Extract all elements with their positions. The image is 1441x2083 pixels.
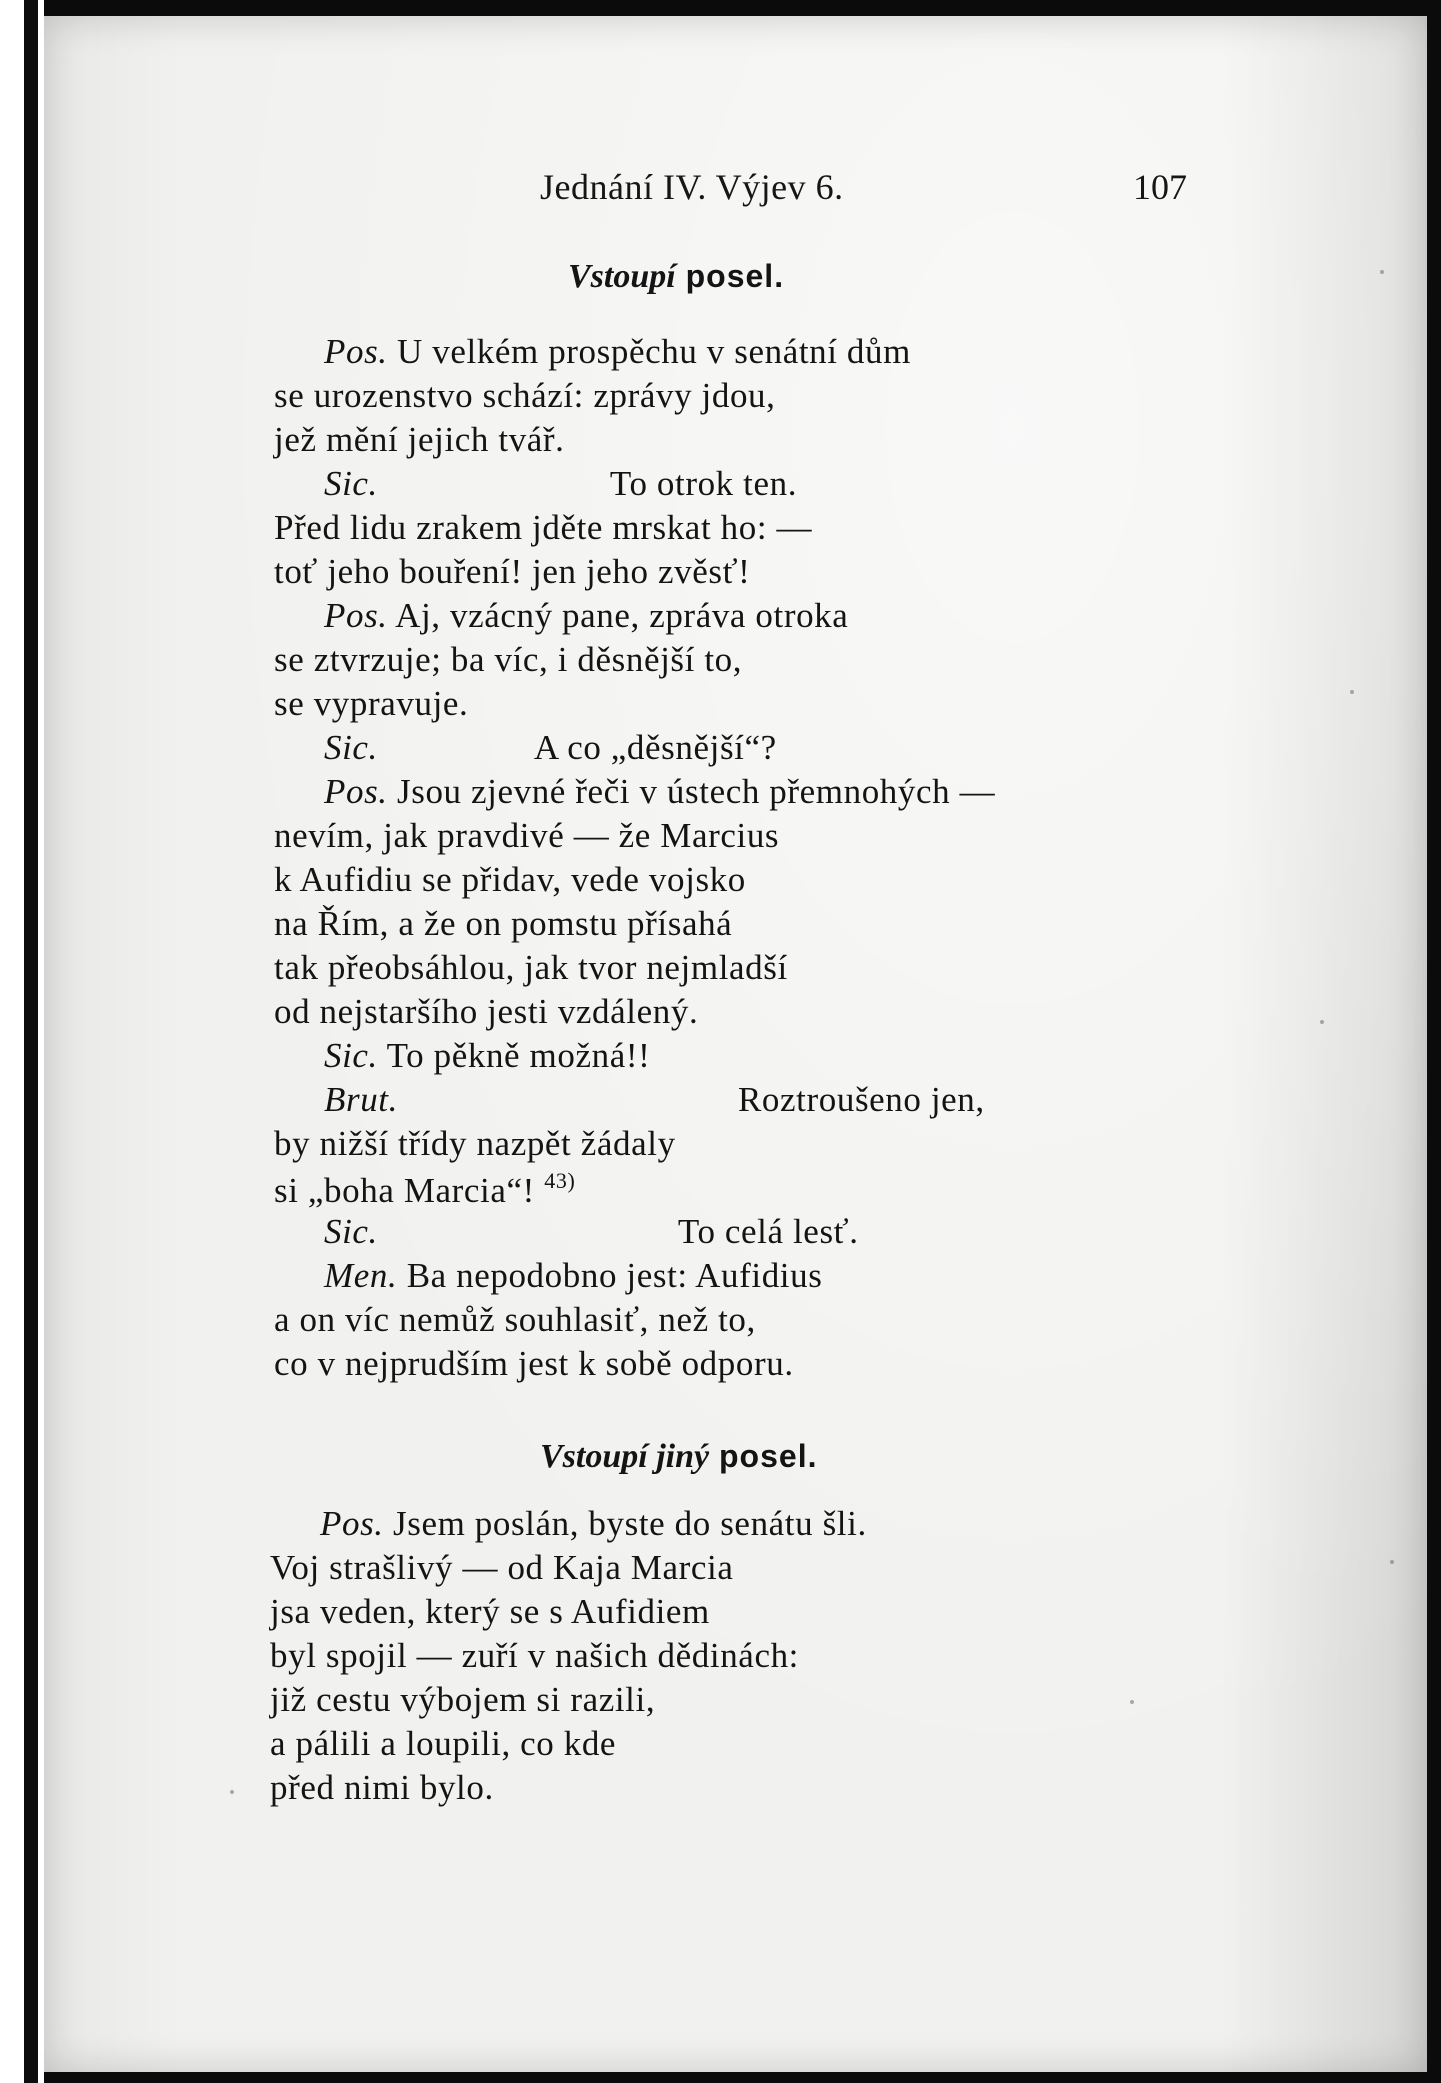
verse-line [270,1636,799,1676]
verse-line [324,332,911,372]
verse-line [274,992,698,1032]
verse-line [270,1768,494,1808]
line-text: toť jeho bouření! jen jeho zvěsť! [274,552,751,591]
line-text: již cestu výbojem si razili, [270,1680,656,1719]
verse-line [270,1680,655,1720]
line-text: by nižší třídy nazpět žádaly [274,1124,676,1163]
verse-line [274,816,779,856]
verse-line [270,1548,734,1588]
verse-line [324,1256,822,1296]
verse-line [324,772,995,812]
verse-line [274,904,732,944]
verse-line [274,552,750,592]
verse-line [270,1592,710,1632]
speaker-label: Pos. [324,772,388,811]
verse-line [324,1080,985,1120]
speaker-label: Pos. [324,596,388,635]
verse-line [324,464,797,504]
paper-speck [230,1790,234,1794]
line-text: Jsem poslán, byste do senátu šli. [383,1504,867,1543]
line-text: To pěkně možná!! [377,1036,651,1075]
verse-line [274,376,776,416]
verse-line [274,684,468,724]
line-text: na Řím, a že on pomstu přísahá [274,904,733,943]
line-text: a pálili a loupili, co kde [270,1724,617,1763]
verse-line [274,1168,575,1211]
line-text: U velkém prospěchu v senátní dům [387,332,911,371]
verse-line [274,420,565,460]
speaker-label: Sic. [324,728,378,767]
stage-direction-italic: Vstoupí jiný [540,1438,710,1475]
paper-speck [1130,1700,1134,1704]
line-text: od nejstaršího jesti vzdálený. [274,992,699,1031]
paper-speck [1320,1020,1324,1024]
paper-speck [1390,1560,1394,1564]
speaker-label: Men. [324,1256,398,1295]
line-text: jsa veden, který se s Aufidiem [270,1592,710,1631]
speaker-label: Sic. [324,1212,378,1251]
verse-line [274,860,746,900]
line-text: si „boha Marcia“! [274,1171,545,1210]
verse-line [274,508,812,548]
stage-direction [540,1438,817,1476]
stage-direction-italic: Vstoupí [568,258,676,295]
line-text: a on víc nemůž souhlasiť, než to, [274,1300,756,1339]
verse-line [270,1724,616,1764]
line-text: To otrok ten. [609,464,798,503]
line-text: co v nejprudším jest k sobě odporu. [274,1344,794,1383]
verse-line [274,640,742,680]
verse-line [324,728,777,768]
speaker-label: Brut. [324,1080,398,1119]
line-text: jež mění jejich tvář. [274,420,565,459]
line-text: před nimi bylo. [270,1768,494,1807]
running-head: Jednání IV. Výjev 6. [540,167,844,207]
verse-line [274,1124,676,1164]
stage-direction-bold: posel. [675,258,785,294]
line-text: A co „děsnější“? [533,728,777,767]
verse-line [274,1300,756,1340]
verse-line [324,1036,650,1076]
line-text: nevím, jak pravdivé — že Marcius [274,816,780,855]
stage-direction [568,258,784,296]
page-number: 107 [1133,167,1187,207]
line-text: Voj strašlivý — od Kaja Marcia [270,1548,734,1587]
line-text: k Aufidiu se přidav, vede vojsko [274,860,746,899]
line-text: se urozenstvo schází: zprávy jdou, [274,376,776,415]
line-text: Před lidu zrakem jděte mrskat ho: — [274,508,813,547]
line-text: Roztroušeno jen, [737,1080,985,1119]
line-text: byl spojil — zuří v našich dědinách: [270,1636,799,1675]
verse-line [274,948,788,988]
verse-line [324,1212,859,1252]
verse-line [320,1504,867,1544]
footnote-marker: 43) [544,1168,576,1193]
verse-line [274,1344,794,1384]
speaker-label: Sic. [324,464,378,503]
speaker-label: Pos. [320,1504,384,1543]
speaker-label: Pos. [324,332,388,371]
speaker-label: Sic. [324,1036,378,1075]
line-text: se vypravuje. [274,684,469,723]
paper-speck [1380,270,1384,274]
verse-line [324,596,848,636]
stage-direction-bold: posel. [709,1438,818,1474]
line-text: To celá lesť. [677,1212,859,1251]
line-text: Ba nepodobno jest: Aufidius [397,1256,823,1295]
line-text: tak přeobsáhlou, jak tvor nejmladší [274,948,788,987]
line-text: Aj, vzácný pane, zpráva otroka [387,596,849,635]
paper-speck [1350,690,1354,694]
line-text: se ztvrzuje; ba víc, i děsnější to, [274,640,743,679]
line-text: Jsou zjevné řeči v ústech přemnohých — [387,772,996,811]
